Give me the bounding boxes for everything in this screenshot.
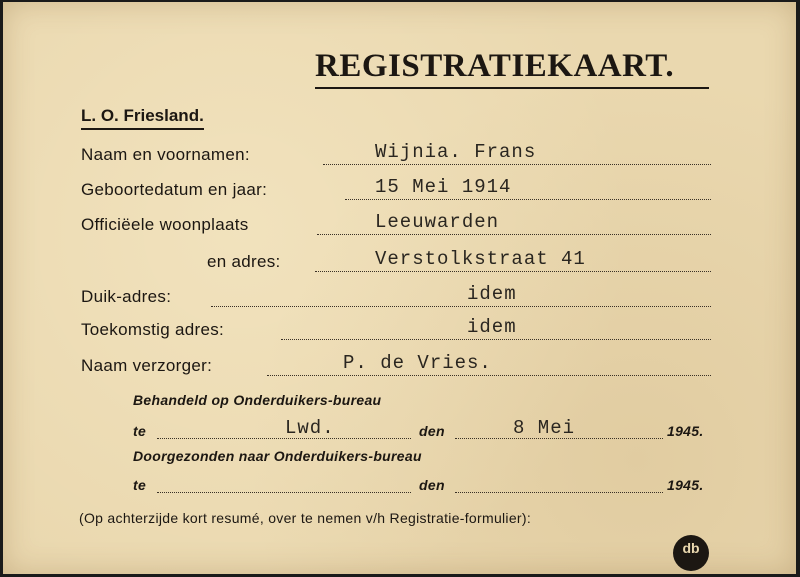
behandeld-den-label: den (419, 423, 445, 439)
registration-card (3, 2, 796, 574)
field-toekomstig-label: Toekomstig adres: (81, 320, 225, 339)
field-duik-value: idem (467, 283, 517, 305)
field-adres-line (315, 271, 711, 272)
field-woonplaats (81, 211, 711, 241)
field-toekomstig-value: idem (467, 316, 517, 338)
field-verzorger-line (267, 375, 711, 376)
card-title: REGISTRATIEKAART. (315, 48, 709, 89)
behandeld-year: 1945. (667, 423, 704, 439)
behandeld-te-line (157, 438, 411, 439)
doorgezonden-row (133, 477, 711, 503)
field-woonplaats-line (317, 234, 711, 235)
doorgezonden-year: 1945. (667, 477, 704, 493)
organisation-heading: L. O. Friesland. (81, 106, 204, 130)
printer-logo-mark: db (682, 540, 700, 556)
field-verzorger-label: Naam verzorger: (81, 356, 213, 375)
field-naam-line (323, 164, 711, 165)
field-adres-label: en adres: (207, 252, 281, 271)
field-geboorte-line (345, 199, 711, 200)
field-toekomstig (81, 316, 711, 346)
field-adres-value: Verstolkstraat 41 (375, 248, 586, 270)
printer-logo (673, 535, 709, 571)
field-naam (81, 141, 711, 171)
field-duik-line (211, 306, 711, 307)
doorgezonden-te-line (157, 492, 411, 493)
doorgezonden-heading: Doorgezonden naar Onderduikers-bureau (133, 448, 422, 464)
field-duik-label: Duik-adres: (81, 287, 172, 306)
footer-note: (Op achterzijde kort resumé, over te nemen v/h Registratie-formulier): (79, 510, 532, 526)
doorgezonden-den-label: den (419, 477, 445, 493)
field-woonplaats-value: Leeuwarden (375, 211, 500, 233)
behandeld-row (133, 417, 711, 449)
behandeld-te-label: te (133, 423, 147, 439)
field-verzorger-value: P. de Vries. (343, 352, 492, 374)
behandeld-te-value: Lwd. (285, 417, 335, 439)
field-geboorte-value: 15 Mei 1914 (375, 176, 512, 198)
field-geboorte-label: Geboortedatum en jaar: (81, 180, 268, 199)
field-geboorte (81, 176, 711, 206)
field-adres (81, 248, 711, 278)
behandeld-den-value: 8 Mei (513, 417, 576, 439)
field-woonplaats-label: Officiëele woonplaats (81, 215, 249, 234)
behandeld-heading: Behandeld op Onderduikers-bureau (133, 392, 382, 408)
field-toekomstig-line (281, 339, 711, 340)
field-naam-label: Naam en voornamen: (81, 145, 250, 164)
doorgezonden-den-line (455, 492, 663, 493)
doorgezonden-te-label: te (133, 477, 147, 493)
field-verzorger (81, 352, 711, 382)
field-naam-value: Wijnia. Frans (375, 141, 537, 163)
field-duik (81, 283, 711, 313)
